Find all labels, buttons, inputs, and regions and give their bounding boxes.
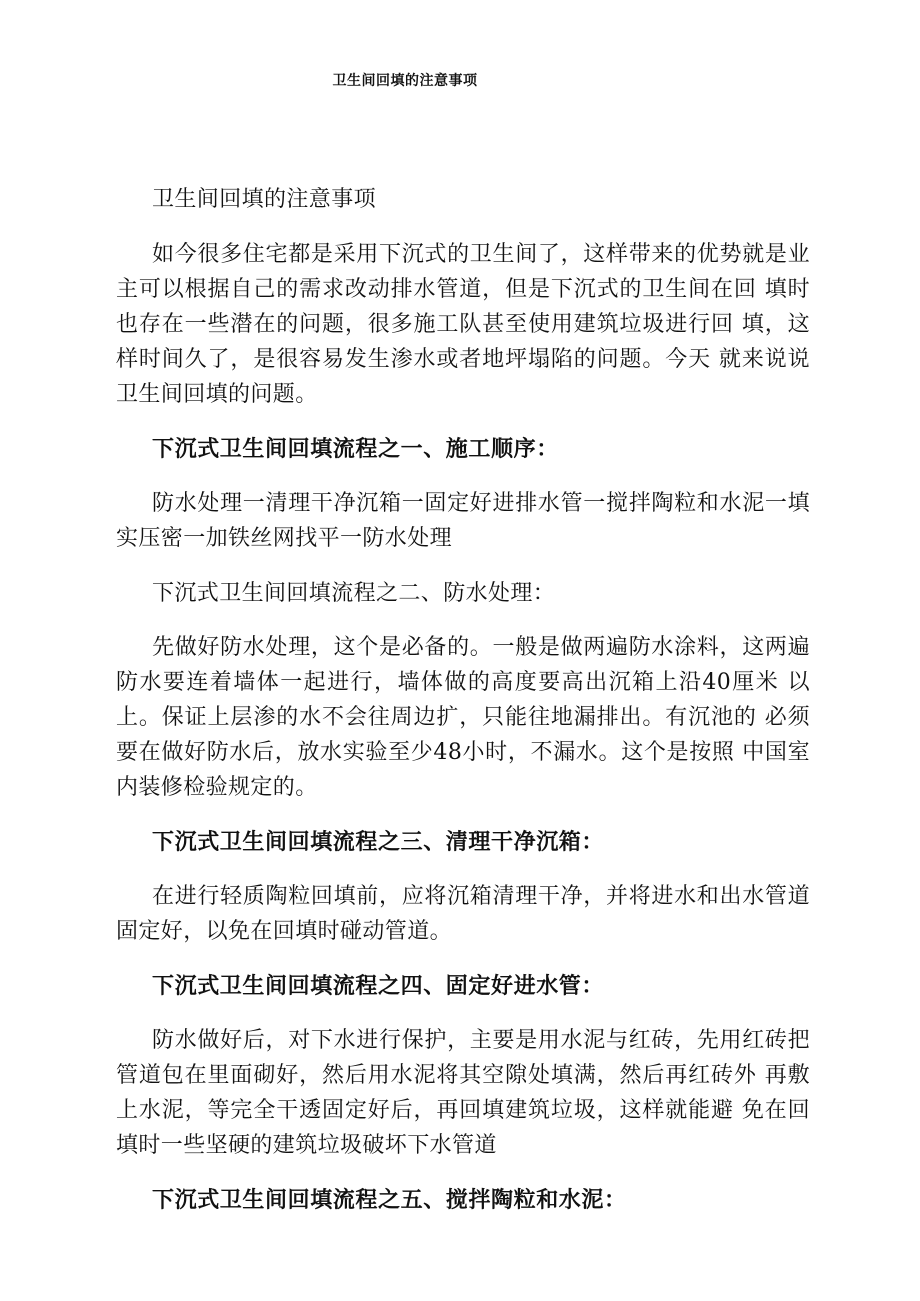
section-heading-4: 下沉式卫生间回填流程之四、固定好进水管： bbox=[152, 973, 605, 999]
section-body-1: 防水处理一清理干净沉箱一固定好进排水管一搅拌陶粒和水泥一填实压密一加铁丝网找平一防水处理 bbox=[116, 491, 810, 551]
document-title: 卫生间回填的注意事项 bbox=[152, 187, 377, 212]
running-header: 卫生间回填的注意事项 bbox=[332, 73, 478, 89]
section-heading-5: 下沉式卫生间回填流程之五、搅拌陶粒和水泥： bbox=[152, 1187, 627, 1213]
section-heading-3: 下沉式卫生间回填流程之三、清理干净沉箱： bbox=[152, 829, 605, 855]
section-body-4: 防水做好后，对下水进行保护，主要是用水泥与红砖，先用红砖把管道包在里面砌好，然后用水泥将其空隙处填满，然后再红砖外 再敷上水泥，等完全干透固定好后，再回填建筑垃圾，这样就能避 免在回填时一些坚硬的建筑垃圾破坏下水管道 bbox=[116, 1028, 810, 1158]
section-body-3: 在进行轻质陶粒回填前，应将沉箱清理干净，并将进水和出水管道固定好，以免在回填时碰动管道。 bbox=[116, 884, 810, 944]
section-heading-2: 下沉式卫生间回填流程之二、防水处理： bbox=[152, 581, 556, 606]
section-body-2: 先做好防水处理，这个是必备的。一般是做两遍防水涂料，这两遍防水要连着墙体一起进行，墙体做的高度要高出沉箱上沿40厘米 以上。保证上层渗的水不会往周边扩，只能往地漏排出。有沉池的 必须要在做好防水后，放水实验至少48小时，不漏水。这个是按照 中国室内装修检验规定的。 bbox=[116, 635, 810, 800]
section-heading-1: 下沉式卫生间回填流程之一、施工顺序： bbox=[152, 436, 559, 462]
document-body bbox=[116, 182, 810, 1237]
intro-paragraph: 如今很多住宅都是采用下沉式的卫生间了，这样带来的优势就是业主可以根据自己的需求改动排水管道，但是下沉式的卫生间在回 填时也存在一些潜在的问题，很多施工队甚至使用建筑垃圾进行回 填，这样时间久了，是很容易发生渗水或者地坪塌陷的问题。今天 就来说说卫生间回填的问题。 bbox=[116, 242, 810, 407]
